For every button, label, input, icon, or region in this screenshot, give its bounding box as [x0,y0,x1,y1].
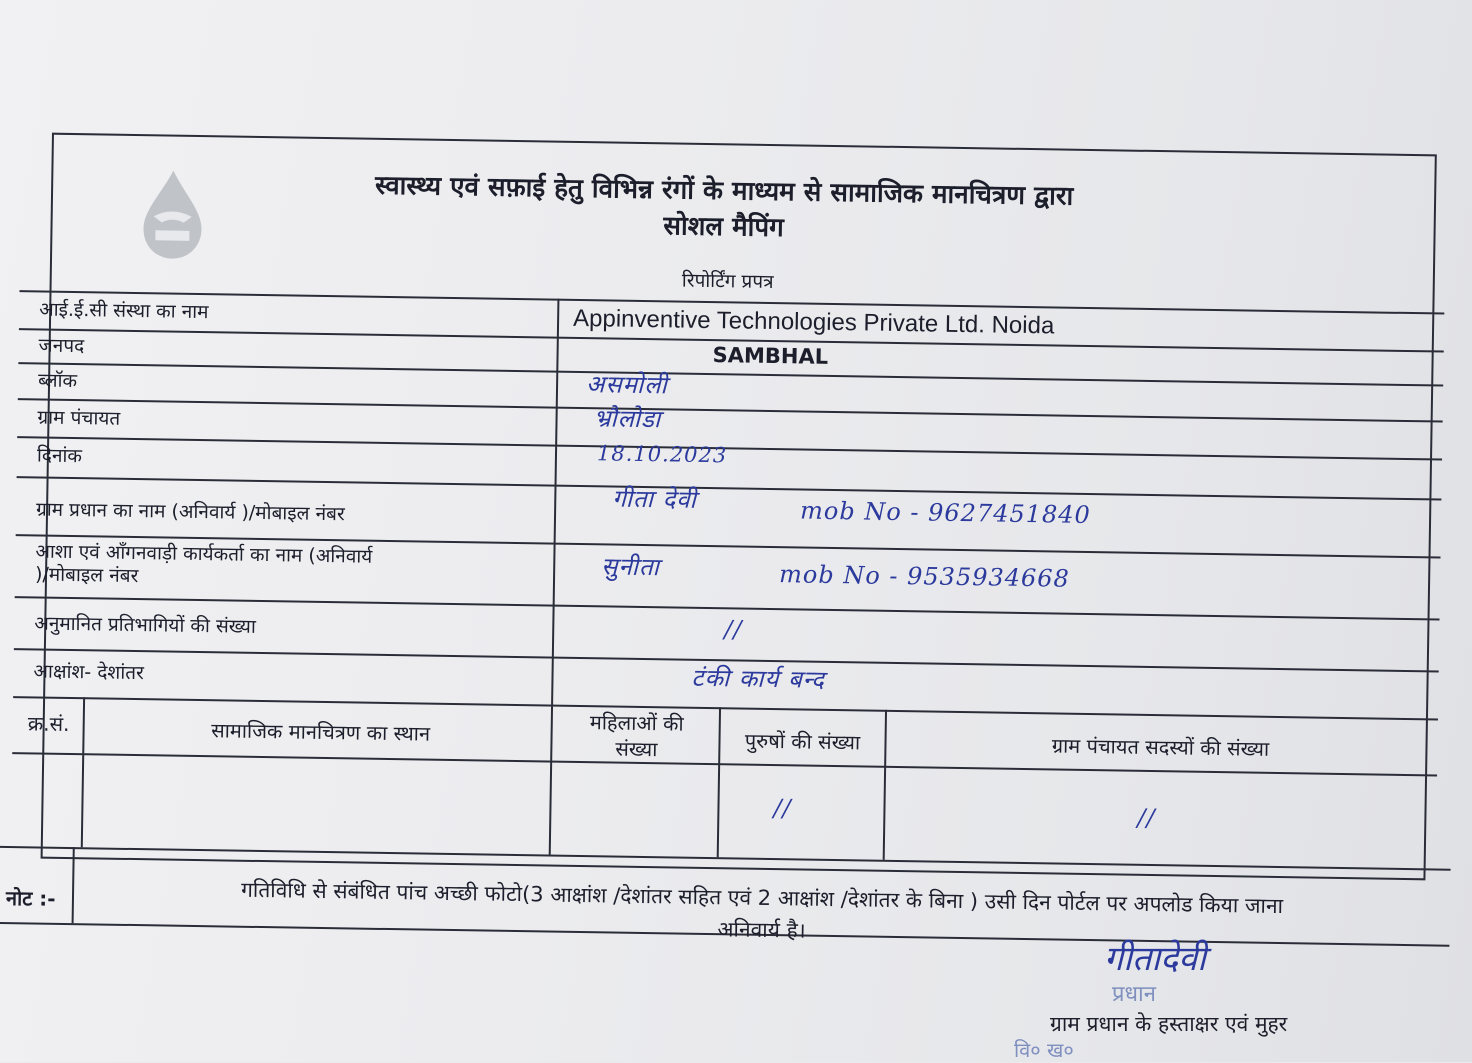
latlong-label: आक्षांश- देशांतर [33,660,145,685]
col-header-sno: क्र.सं. [27,711,70,737]
water-drop-logo-icon [133,166,212,263]
pradhan-label: ग्राम प्रधान का नाम (अनिवार्य )/मोबाइल नंबर [35,498,345,526]
block-value: असमोली [585,370,668,400]
col-header-women [556,709,717,764]
asha-label-line-2: )/मोबाइल नंबर [34,563,139,588]
note-text-line-2: अनिवार्य है। [717,917,806,943]
iec-value: Appinventive Technologies Private Ltd. Noida [572,304,1055,340]
col-header-men: पुरुषों की संख्या [744,728,861,755]
district-label: जनपद [38,334,85,358]
reporting-form [0,132,1462,955]
col-header-women-line-2: संख्या [615,736,658,762]
asha-label-line-1: आशा एवं आँगनवाड़ी कार्यकर्ता का नाम (अनिवार्य [35,540,373,568]
men-count-value: // [773,794,792,823]
participants-value: // [724,615,743,644]
stamp-bottom-text: वि० ख० [1014,1038,1074,1062]
title-line-1: स्वास्थ्य एवं सफ़ाई हेतु विभिन्न रंगों के माध्यम से सामाजिक मानचित्रण द्वारा [374,170,1074,212]
note-text-line-1: गतिविधि से संबंधित पांच अच्छी फोटो(3 आक्षांश /देशांतर सहित एवं 2 आक्षांश /देशांतर के बिना ) उसी दिन पोर्टल पर अपलोड किया जाना [240,877,1284,919]
district-value: SAMBHAL [712,343,829,369]
column-divider [72,847,75,923]
participants-label: अनुमानित प्रतिभागियों की संख्या [34,612,257,638]
title-line-2: सोशल मैपिंग [663,211,784,244]
stamp-text: प्रधान [1112,982,1156,1007]
members-count-value: // [1137,803,1156,833]
pradhan-mobile-value: mob No - 9627451840 [799,496,1092,530]
asha-label [35,540,373,591]
col-header-women-line-1: महिलाओं की [589,710,684,736]
form-title [248,166,1199,253]
pradhan-name-value: गीता देवी [612,484,698,514]
asha-name-value: सुनीता [601,552,661,582]
date-label: दिनांक [36,444,83,468]
date-value: 18.10.2023 [596,441,728,468]
reporting-form-heading: रिपोर्टिंग प्रपत्र [681,269,774,294]
pradhan-signature: गीतादेवी [1104,939,1206,979]
asha-mobile-value: mob No - 9535934668 [778,560,1071,593]
signature-caption: ग्राम प्रधान के हस्ताक्षर एवं मुहर [1050,1012,1288,1036]
note-label: नोट :- [5,886,56,911]
latlong-value: टंकी कार्य बन्द [691,663,826,694]
iec-label: आई.ई.सी संस्था का नाम [39,298,209,324]
note-text [81,871,1442,956]
panchayat-value: भ्रौलोडा [593,404,662,434]
col-header-members: ग्राम पंचायत सदस्यों की संख्या [1051,733,1270,761]
panchayat-label: ग्राम पंचायत [37,406,121,430]
col-header-location: सामाजिक मानचित्रण का स्थान [210,718,431,746]
block-label: ब्लॉक [37,369,78,393]
